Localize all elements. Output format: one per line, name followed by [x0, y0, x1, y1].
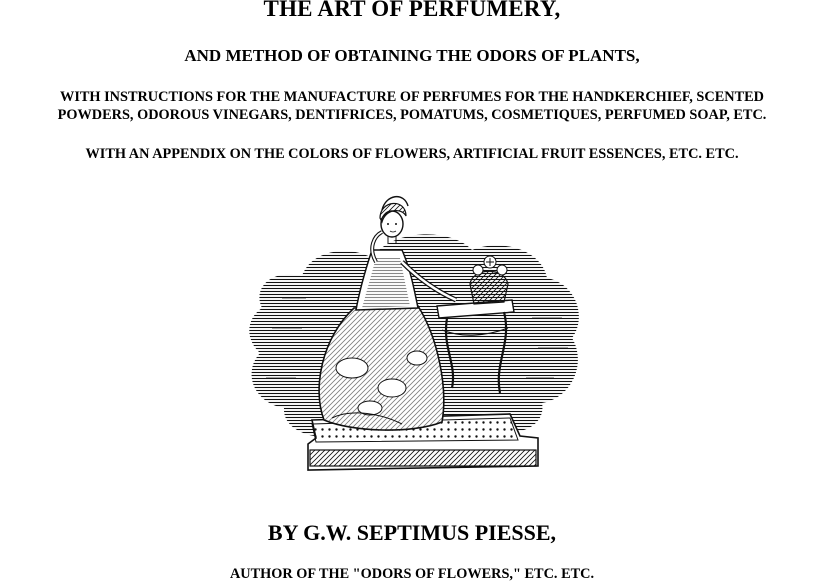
- instructions-line-2: POWDERS, ODOROUS VINEGARS, DENTIFRICES, POMATUMS, COSMETIQUES, PERFUMED SOAP, ETC.: [57, 107, 767, 123]
- author-name: BY G.W. SEPTIMUS PIESSE,: [267, 520, 557, 545]
- book-subtitle: AND METHOD OF OBTAINING THE ODORS OF PLANTS,: [184, 46, 640, 65]
- instructions-line-1: WITH INSTRUCTIONS FOR THE MANUFACTURE OF PERFUMES FOR THE HANDKERCHIEF, SCENTED: [60, 89, 764, 105]
- book-title: THE ART OF PERFUMERY,: [263, 0, 561, 21]
- instructions-text: [0, 88, 824, 124]
- engraving-woman-seated-at-table-icon: [242, 188, 588, 498]
- author-credit: AUTHOR OF THE "ODORS OF FLOWERS," ETC. ETC.: [229, 566, 595, 582]
- appendix-text: WITH AN APPENDIX ON THE COLORS OF FLOWERS, ARTIFICIAL FRUIT ESSENCES, ETC. ETC.: [85, 146, 739, 162]
